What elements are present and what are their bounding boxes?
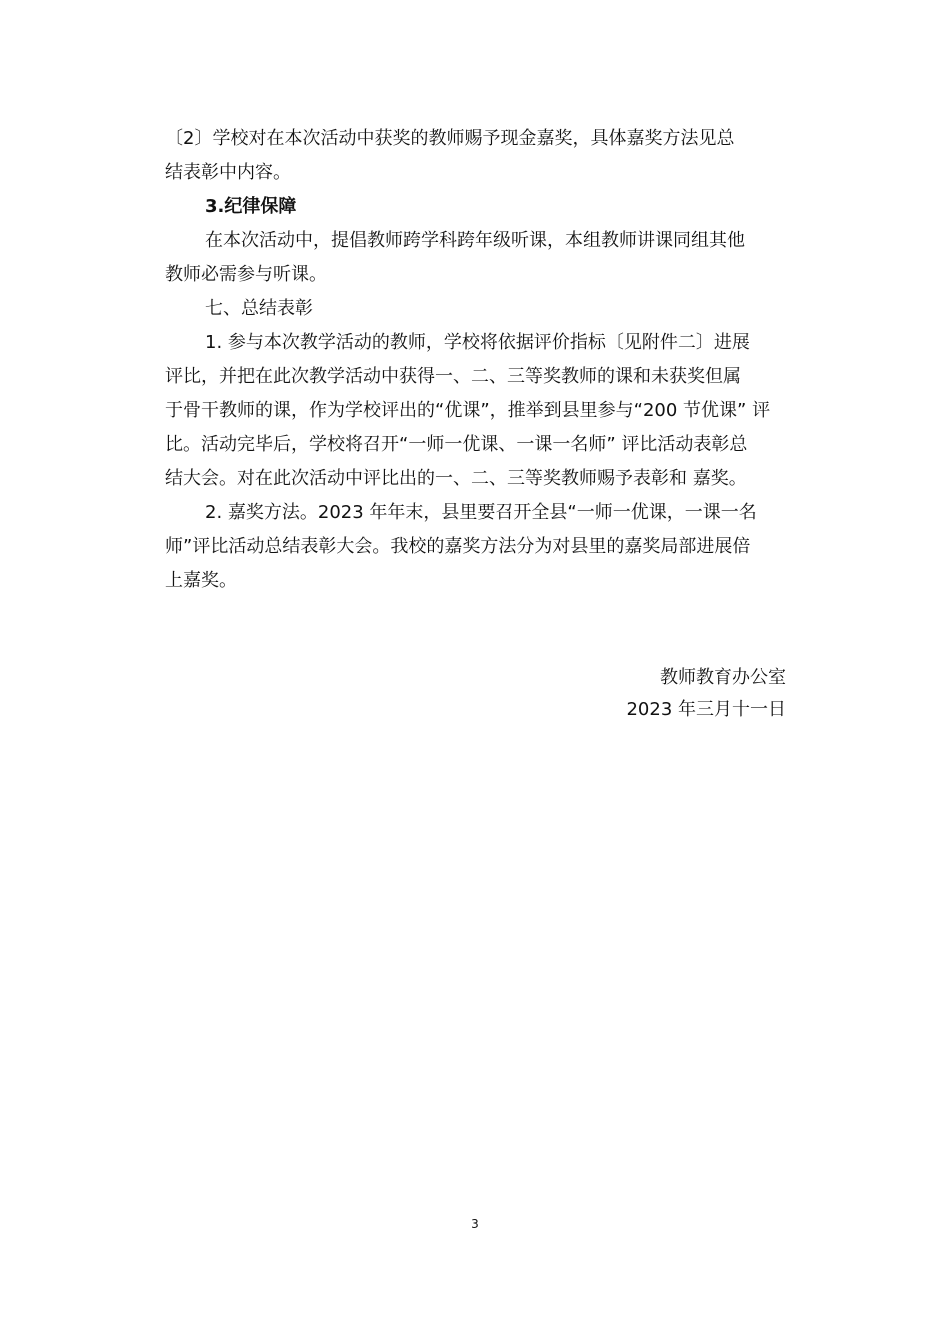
- paragraph-line: 教师必需参与听课。: [165, 264, 327, 285]
- issuing-office: 教师教育办公室: [660, 667, 786, 688]
- paragraph-line: 2. 嘉奖方法。2023 年年末，县里要召开全县“一师一优课，一课一名: [205, 502, 757, 523]
- paragraph-line: 1. 参与本次教学活动的教师，学校将依据评价指标〔见附件二〕进展: [205, 332, 750, 353]
- paragraph-line: 上嘉奖。: [165, 570, 237, 591]
- section-heading-discipline: 3.纪律保障: [205, 196, 297, 217]
- page-number: 3: [471, 1217, 479, 1231]
- paragraph-line: 比。活动完毕后，学校将召开“一师一优课、一课一名师” 评比活动表彰总: [165, 434, 748, 455]
- body-text: [165, 122, 795, 598]
- signature-block: [626, 662, 786, 726]
- issue-date: 2023 年三月十一日: [626, 699, 786, 720]
- paragraph-line: 结表彰中内容。: [165, 162, 291, 183]
- section-heading-summary: 七、总结表彰: [205, 298, 313, 319]
- paragraph-line: 师”评比活动总结表彰大会。我校的嘉奖方法分为对县里的嘉奖局部进展倍: [165, 536, 751, 557]
- paragraph-line: 在本次活动中，提倡教师跨学科跨年级听课，本组教师讲课同组其他: [205, 230, 745, 251]
- paragraph-line: 评比，并把在此次教学活动中获得一、二、三等奖教师的课和未获奖但属: [165, 366, 741, 387]
- paragraph-line: 结大会。对在此次活动中评比出的一、二、三等奖教师赐予表彰和 嘉奖。: [165, 468, 747, 489]
- paragraph-line: 于骨干教师的课，作为学校评出的“优课”，推举到县里参与“200 节优课” 评: [165, 400, 771, 421]
- paragraph-line: 〔2〕学校对在本次活动中获奖的教师赐予现金嘉奖，具体嘉奖方法见总: [165, 128, 735, 149]
